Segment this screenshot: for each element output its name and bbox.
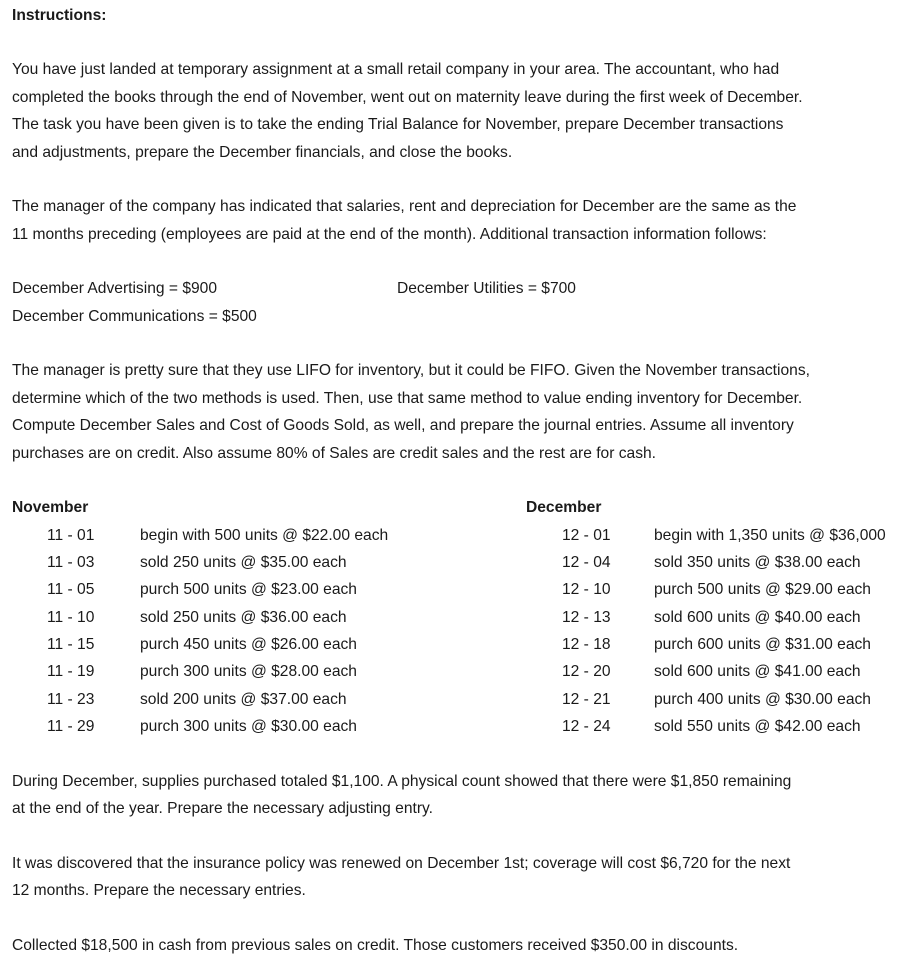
manager-line: The manager of the company has indicated that salaries, rent and depreciation for December are the same as the xyxy=(12,198,797,215)
transaction-date: 12 - 24 xyxy=(562,718,611,735)
inventory-line: Compute December Sales and Cost of Goods Sold, as well, and prepare the journal entries. Assume all inventory xyxy=(12,417,794,434)
transaction-desc: purch 600 units @ $31.00 each xyxy=(654,636,871,653)
intro-line: and adjustments, prepare the December financials, and close the books. xyxy=(12,144,513,161)
transaction-desc: sold 200 units @ $37.00 each xyxy=(140,691,347,708)
manager-line: 11 months preceding (employees are paid at the end of the month). Additional transaction information follows: xyxy=(12,226,767,243)
transaction-date: 12 - 13 xyxy=(562,609,611,626)
inventory-line: determine which of the two methods is used. Then, use that same method to value ending inventory for December. xyxy=(12,390,803,407)
instructions-heading: Instructions: xyxy=(12,7,107,24)
transaction-date: 11 - 29 xyxy=(47,718,95,735)
transaction-desc: sold 550 units @ $42.00 each xyxy=(654,718,861,735)
transaction-date: 11 - 05 xyxy=(47,581,95,598)
december-title: December xyxy=(526,499,602,516)
collected-paragraph: Collected $18,500 in cash from previous sales on credit. Those customers received $350.00 in discounts. xyxy=(12,937,739,954)
advertising-expense: December Advertising = $900 xyxy=(12,280,218,297)
november-title: November xyxy=(12,499,89,516)
inventory-line: The manager is pretty sure that they use LIFO for inventory, but it could be FIFO. Given the November transactions, xyxy=(12,362,810,379)
transaction-desc: sold 600 units @ $41.00 each xyxy=(654,663,861,680)
transaction-desc: begin with 1,350 units @ $36,000 xyxy=(654,527,886,544)
transaction-desc: purch 400 units @ $30.00 each xyxy=(654,691,871,708)
transaction-date: 11 - 01 xyxy=(47,527,95,544)
transaction-desc: sold 600 units @ $40.00 each xyxy=(654,609,861,626)
intro-line: completed the books through the end of November, went out on maternity leave during the first week of December. xyxy=(12,89,803,106)
transaction-date: 11 - 15 xyxy=(47,636,95,653)
transaction-date: 11 - 23 xyxy=(47,691,95,708)
transaction-desc: purch 300 units @ $30.00 each xyxy=(140,718,357,735)
intro-line: The task you have been given is to take the ending Trial Balance for November, prepare December transactions xyxy=(12,116,784,133)
transaction-desc: purch 450 units @ $26.00 each xyxy=(140,636,357,653)
intro-line: You have just landed at temporary assignment at a small retail company in your area. The accountant, who had xyxy=(12,61,780,78)
transaction-desc: begin with 500 units @ $22.00 each xyxy=(140,527,389,544)
insurance-line: It was discovered that the insurance policy was renewed on December 1st; coverage will cost $6,720 for the next xyxy=(12,855,791,872)
transaction-date: 12 - 21 xyxy=(562,691,611,708)
transaction-date: 11 - 10 xyxy=(47,609,95,626)
transaction-desc: sold 250 units @ $36.00 each xyxy=(140,609,347,626)
transaction-date: 12 - 01 xyxy=(562,527,611,544)
transaction-date: 11 - 03 xyxy=(47,554,95,571)
supplies-line: at the end of the year. Prepare the necessary adjusting entry. xyxy=(12,800,433,817)
transaction-date: 12 - 04 xyxy=(562,554,611,571)
transaction-date: 12 - 10 xyxy=(562,581,611,598)
supplies-line: During December, supplies purchased totaled $1,100. A physical count showed that there were $1,850 remaining xyxy=(12,773,792,790)
transaction-desc: sold 250 units @ $35.00 each xyxy=(140,554,347,571)
insurance-line: 12 months. Prepare the necessary entries. xyxy=(12,882,306,899)
transaction-desc: purch 300 units @ $28.00 each xyxy=(140,663,357,680)
inventory-line: purchases are on credit. Also assume 80% of Sales are credit sales and the rest are for cash. xyxy=(12,445,657,462)
transaction-desc: sold 350 units @ $38.00 each xyxy=(654,554,861,571)
transaction-date: 12 - 18 xyxy=(562,636,611,653)
utilities-expense: December Utilities = $700 xyxy=(397,280,576,297)
transaction-desc: purch 500 units @ $29.00 each xyxy=(654,581,871,598)
transaction-desc: purch 500 units @ $23.00 each xyxy=(140,581,357,598)
communications-expense: December Communications = $500 xyxy=(12,308,257,325)
transaction-date: 12 - 20 xyxy=(562,663,611,680)
transaction-date: 11 - 19 xyxy=(47,663,95,680)
